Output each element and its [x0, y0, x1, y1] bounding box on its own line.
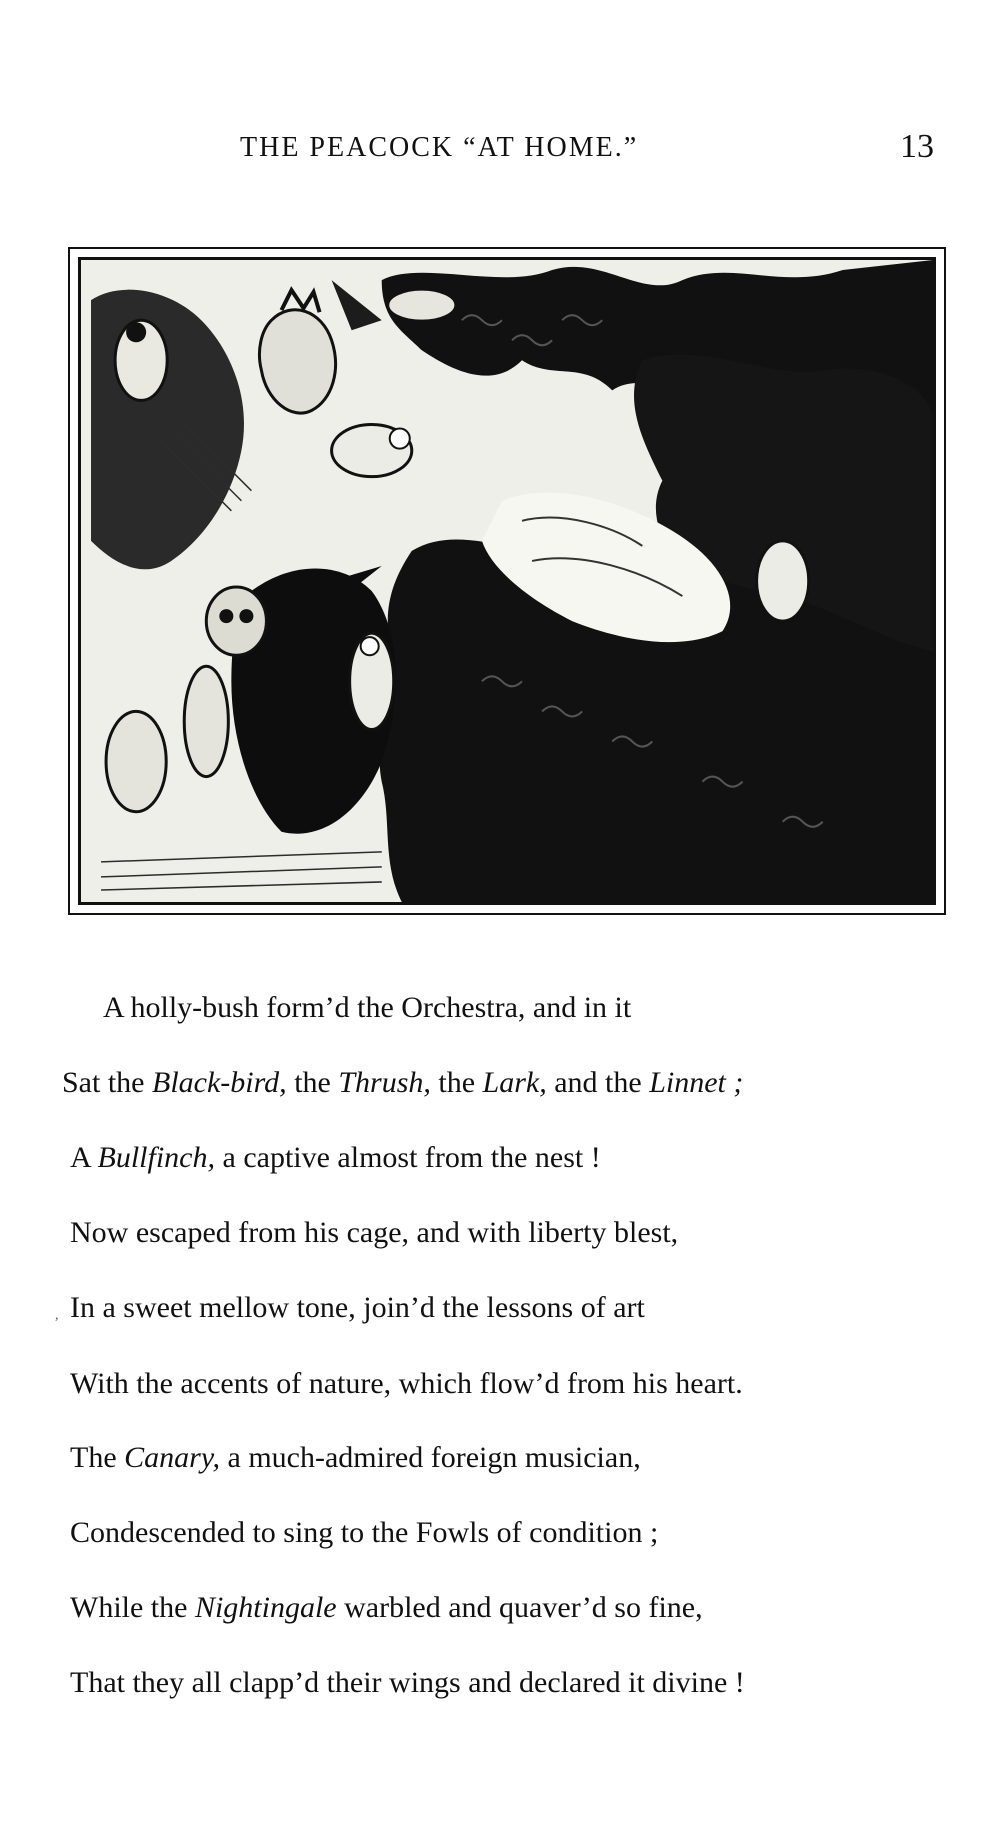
poem-italic-text: Linnet ;	[649, 1066, 744, 1099]
poem-line	[103, 993, 631, 1023]
poem-text: With the accents of nature, which flow’d from his heart.	[70, 1367, 743, 1400]
poem-italic-text: Black-bird,	[152, 1066, 287, 1099]
poem-line	[70, 1593, 703, 1623]
poem-text: That they all clapp’d their wings and declared it divine !	[70, 1666, 745, 1699]
poem-text: Sat the	[62, 1066, 152, 1099]
poem-line	[70, 1668, 745, 1698]
poem-text: a captive almost from the nest !	[215, 1141, 601, 1174]
poem-line	[70, 1143, 601, 1173]
woodcut-birds-gathering-illustration	[78, 257, 936, 905]
poem-text: and the	[546, 1066, 650, 1099]
poem-italic-text: Thrush,	[338, 1066, 431, 1099]
poem-text: While the	[70, 1591, 195, 1624]
poem-italic-text: Canary,	[124, 1441, 220, 1474]
poem-italic-text: Nightingale	[194, 1591, 337, 1624]
poem-text: Now escaped from his cage, and with liberty blest,	[70, 1216, 679, 1249]
illustration-frame	[68, 247, 946, 915]
woodcut-birds-icon	[81, 260, 933, 902]
poem-text: A holly-bush form’d the Orchestra, and in it	[103, 991, 632, 1024]
poem-text: the	[286, 1066, 339, 1099]
poem-line	[70, 1443, 641, 1473]
poem-text: A	[70, 1141, 98, 1174]
poem-line	[62, 1068, 743, 1098]
poem-italic-text: Bullfinch,	[97, 1141, 215, 1174]
poem-line	[70, 1369, 743, 1399]
poem-text: the	[430, 1066, 483, 1099]
stray-ink-mark: ,	[55, 1308, 59, 1323]
running-title: THE PEACOCK “AT HOME.”	[240, 132, 639, 163]
poem-text: a much-admired foreign musician,	[220, 1441, 641, 1474]
poem-line	[70, 1293, 645, 1323]
poem-text: In a sweet mellow tone, join’d the lessons of art	[70, 1291, 645, 1324]
poem-text: warbled and quaver’d so fine,	[336, 1591, 703, 1624]
poem-italic-text: Lark,	[482, 1066, 547, 1099]
poem-text: Condescended to sing to the Fowls of condition ;	[70, 1516, 659, 1549]
page-number: 13	[900, 128, 934, 165]
poem-text: The	[70, 1441, 125, 1474]
running-head	[0, 128, 1000, 172]
poem-line	[70, 1218, 678, 1248]
poem-line	[70, 1518, 658, 1548]
